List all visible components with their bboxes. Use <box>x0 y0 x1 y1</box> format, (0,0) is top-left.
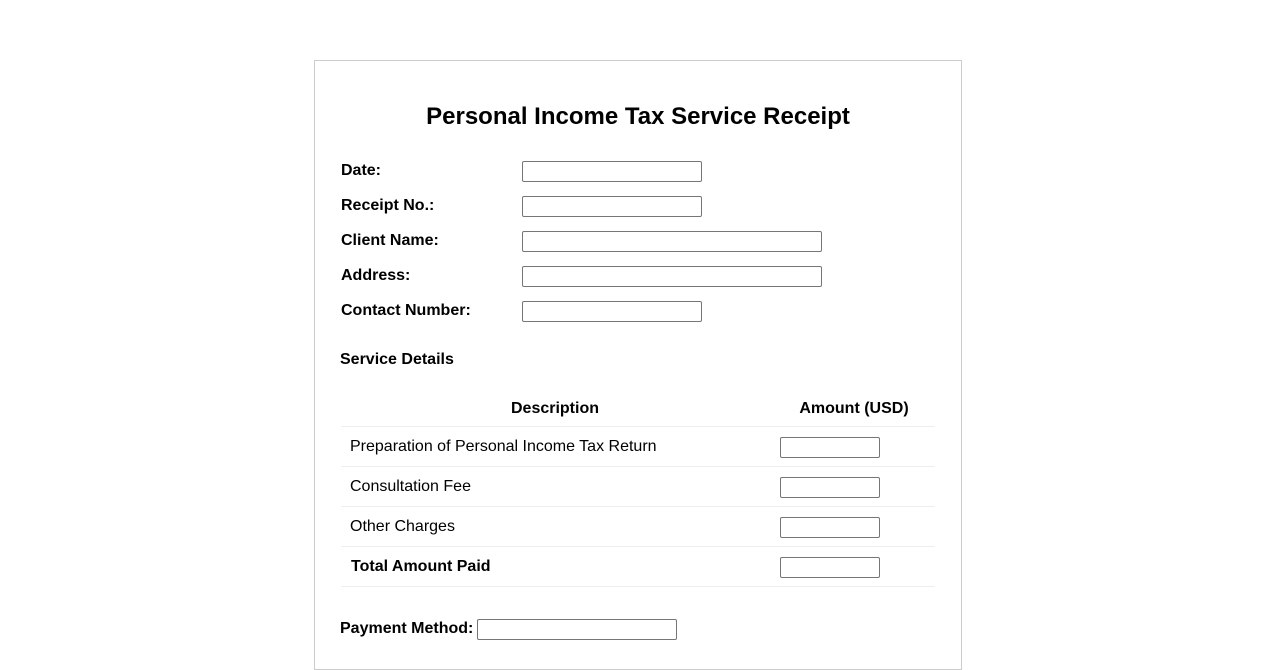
address-label: Address: <box>341 267 411 284</box>
payment-method-field[interactable] <box>477 619 677 640</box>
table-row <box>341 507 935 547</box>
date-field[interactable] <box>522 161 702 182</box>
receipt-form <box>314 60 962 670</box>
contact-number-field[interactable] <box>522 301 702 322</box>
date-label: Date: <box>341 162 382 179</box>
column-header-description: Description <box>510 400 599 417</box>
contact-number-label: Contact Number: <box>341 302 471 319</box>
amount-field[interactable] <box>780 477 880 498</box>
table-row <box>341 467 935 507</box>
page-title: Personal Income Tax Service Receipt <box>426 103 850 130</box>
address-field[interactable] <box>522 266 822 287</box>
service-details-heading: Service Details <box>340 351 454 368</box>
amount-field[interactable] <box>780 517 880 538</box>
receipt-no-field[interactable] <box>522 196 702 217</box>
amount-field[interactable] <box>780 437 880 458</box>
row-description: Consultation Fee <box>350 478 471 495</box>
client-name-field[interactable] <box>522 231 822 252</box>
receipt-no-label: Receipt No.: <box>341 197 435 214</box>
row-description: Other Charges <box>350 518 455 535</box>
total-row <box>341 547 935 587</box>
total-label: Total Amount Paid <box>351 558 491 575</box>
payment-method-label: Payment Method: <box>340 620 474 637</box>
total-amount-field[interactable] <box>780 557 880 578</box>
row-description: Preparation of Personal Income Tax Return <box>350 438 657 455</box>
column-header-amount: Amount (USD) <box>799 400 909 417</box>
table-row <box>341 427 935 467</box>
client-name-label: Client Name: <box>341 232 439 249</box>
